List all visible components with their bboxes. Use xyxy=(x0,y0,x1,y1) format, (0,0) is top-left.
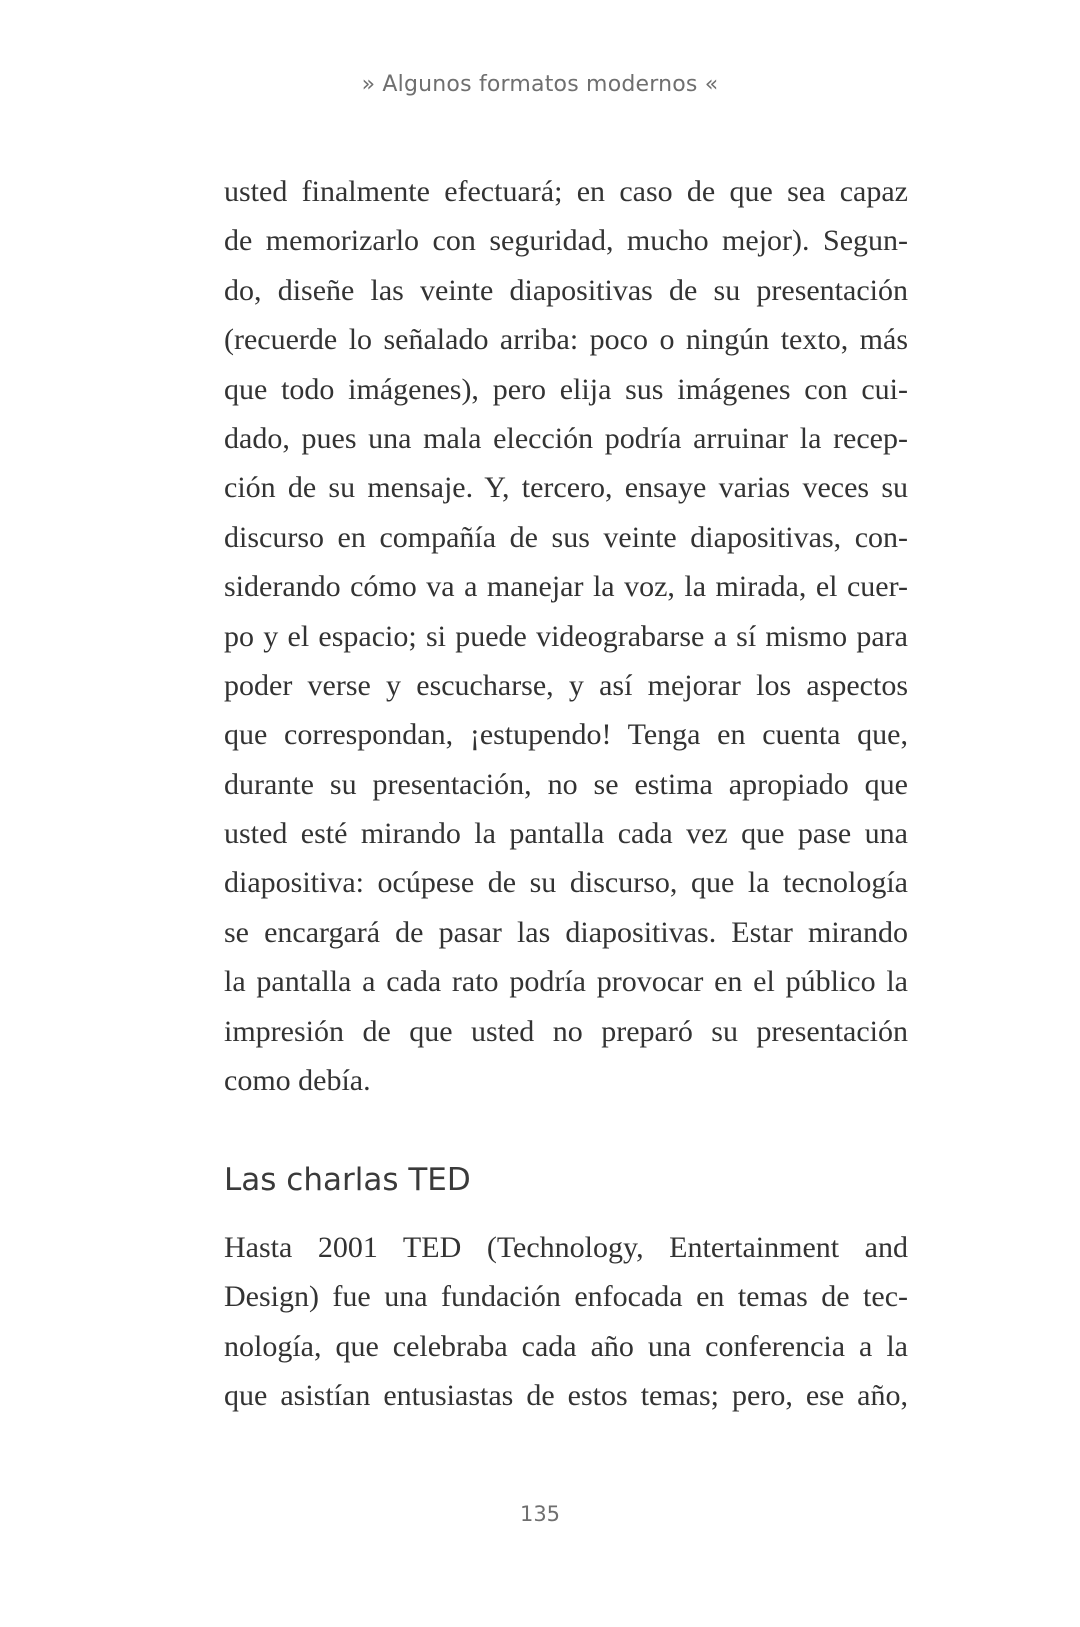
text-line-last: como debía. xyxy=(224,1064,371,1098)
section-heading: Las charlas TED xyxy=(224,1162,471,1198)
text-line: usted esté mirando la pantalla cada vez que pase una xyxy=(224,817,908,851)
page-number: 135 xyxy=(519,1502,561,1526)
text-line: impresión de que usted no preparó su presentación xyxy=(224,1014,908,1048)
text-line: que asistían entusiastas de estos temas; pero, ese año, xyxy=(224,1379,908,1413)
text-line: que todo imágenes), pero elija sus imágenes con cui- xyxy=(224,372,908,406)
text-line: discurso en compañía de sus veinte diapositivas, con- xyxy=(224,520,908,554)
text-line: Design) fue una fundación enfocada en temas de tec- xyxy=(224,1280,908,1314)
text-line: nología, que celebraba cada año una conferencia a la xyxy=(224,1329,908,1363)
text-line: po y el espacio; si puede videograbarse a sí mismo para xyxy=(224,619,908,653)
text-line: se encargará de pasar las diapositivas. Estar mirando xyxy=(224,915,908,949)
text-line: de memorizarlo con seguridad, mucho mejor). Segun- xyxy=(224,224,908,258)
body-paragraph-1 xyxy=(224,167,908,1105)
text-line: dado, pues una mala elección podría arruinar la recep- xyxy=(224,421,908,455)
text-line: usted finalmente efectuará; en caso de que sea capaz xyxy=(224,175,908,208)
text-line: ción de su mensaje. Y, tercero, ensaye varias veces su xyxy=(224,471,908,505)
text-line: diapositiva: ocúpese de su discurso, que la tecnología xyxy=(224,866,908,900)
text-line: durante su presentación, no se estima apropiado que xyxy=(224,767,908,801)
text-line: poder verse y escucharse, y así mejorar los aspectos xyxy=(224,668,908,702)
running-header: » Algunos formatos modernos « xyxy=(361,72,719,97)
text-line: do, diseñe las veinte diapositivas de su presentación xyxy=(224,273,908,307)
text-line: que correspondan, ¡estupendo! Tenga en cuenta que, xyxy=(224,718,908,752)
text-line: la pantalla a cada rato podría provocar en el público la xyxy=(224,965,908,999)
text-line: Hasta 2001 TED (Technology, Entertainment and xyxy=(224,1231,908,1264)
text-line: siderando cómo va a manejar la voz, la mirada, el cuer- xyxy=(224,570,908,604)
text-line: (recuerde lo señalado arriba: poco o ningún texto, más xyxy=(224,323,908,357)
body-paragraph-2 xyxy=(224,1223,908,1421)
